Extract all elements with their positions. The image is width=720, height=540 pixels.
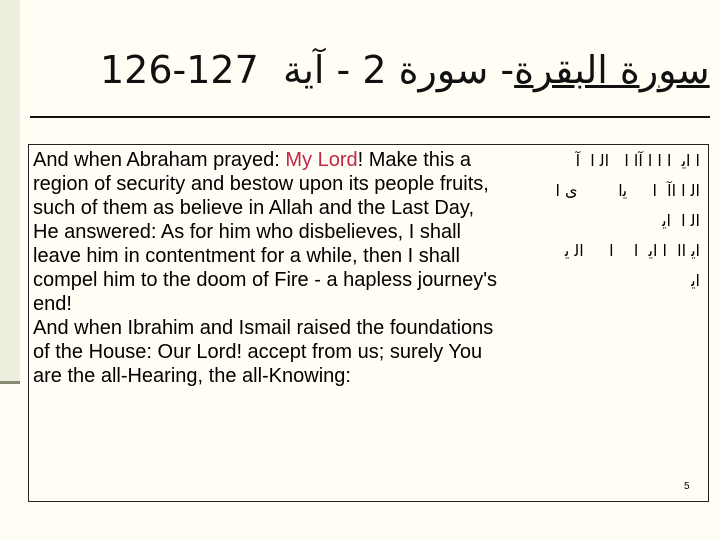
left-decorative-band xyxy=(0,0,20,383)
title-surah-name: سورة البقرة xyxy=(514,48,710,92)
arabic-line-5: اﻳ xyxy=(691,271,700,290)
english-translation xyxy=(33,148,503,388)
left-accent-line xyxy=(0,381,20,384)
verse-range: 126-127 xyxy=(100,48,259,92)
p1-text-end: ! Make this a region of security and bestow upon its people fruits, such of them as believe in Allah and the Last Day, xyxy=(33,149,489,219)
paragraph-3: And when Ibrahim and Ismail raised the foundations of the House: Our Lord! accept from us; surely You are the all-Hearing, the all-Knowing: xyxy=(33,317,494,387)
arabic-line-4: اﻳ اا ا اﻳ ا ا اﻟ ﻳ xyxy=(564,241,700,260)
arabic-text xyxy=(510,146,700,296)
title-divider xyxy=(30,116,710,118)
arabic-line-1: ا اﻳ ا ا ا آا ا اﻟ ا آ xyxy=(575,151,700,170)
slide-title xyxy=(100,42,710,98)
paragraph-2: He answered: As for him who disbelieves, I shall leave him in contentment for a while, then I shall compel him to the doom of Fire - a hapless journey's end! xyxy=(33,221,498,315)
p1-text-start: And when Abraham prayed: xyxy=(33,149,286,171)
arabic-line-2: اﻟ ا اآ ا ﻳا ى ا xyxy=(555,181,700,200)
p1-highlight: My Lord xyxy=(285,149,358,171)
title-surah-ayah: - سورة 2 - آية xyxy=(270,48,515,92)
page-number: 5 xyxy=(684,481,690,492)
arabic-line-3: اﻟ ا اﻳ xyxy=(662,211,700,230)
paragraph-1 xyxy=(33,148,503,220)
